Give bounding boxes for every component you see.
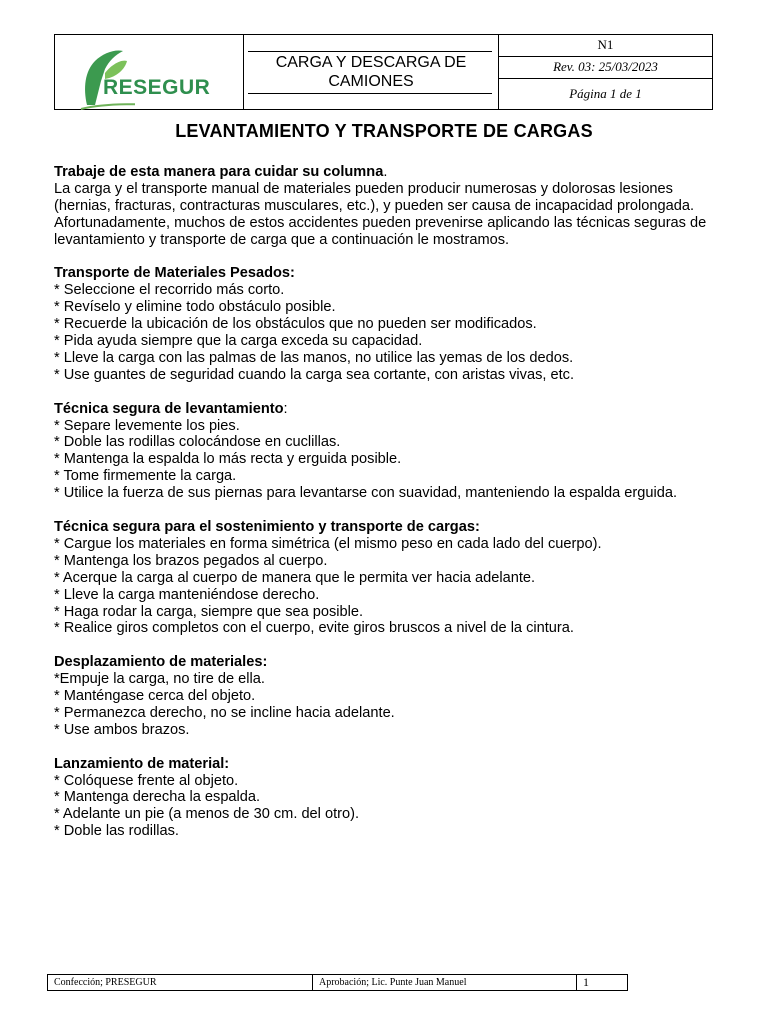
document-body	[54, 164, 726, 840]
header-meta-cell	[499, 35, 712, 109]
logo-cell	[55, 35, 244, 109]
document-code: N1	[499, 35, 712, 57]
page-indicator: Página 1 de 1	[569, 85, 642, 101]
list-item: * Pida ayuda siempre que la carga exceda su capacidad.	[54, 333, 423, 350]
list-item: * Lleve la carga con las palmas de las manos, no utilice las yemas de los dedos.	[54, 349, 574, 366]
list-item: * Manténgase cerca del objeto.	[54, 688, 256, 705]
list-item: * Acerque la carga al cuerpo de manera que le permita ver hacia adelante.	[54, 569, 536, 586]
list-item: * Doble las rodillas.	[54, 823, 179, 840]
footer-approved-by: Aprobación; Lic. Punte Juan Manuel	[313, 975, 577, 990]
list-item: * Colóquese frente al objeto.	[54, 772, 239, 789]
section-heading: Lanzamiento de material:	[54, 755, 230, 772]
revision-date: Rev. 03: 25/03/2023	[499, 57, 712, 79]
list-item: * Mantenga los brazos pegados al cuerpo.	[54, 552, 328, 569]
list-item: * Realice giros completos con el cuerpo, evite giros bruscos a nivel de la cintura.	[54, 620, 574, 637]
title-rule-top	[248, 51, 492, 52]
footer-made-by: Confección; PRESEGUR	[48, 975, 313, 990]
list-item: * Haga rodar la carga, siempre que sea posible.	[54, 603, 364, 620]
section-heading: Técnica segura para el sostenimiento y transporte de cargas:	[54, 518, 480, 535]
intro-paragraph: La carga y el transporte manual de materiales pueden producir numerosas y dolorosas lesiones (hernias, fracturas, contracturas musculares, etc.), y pueden ser causa de incapacidad prolongada.	[54, 180, 695, 214]
list-item: * Adelante un pie (a menos de 30 cm. del otro).	[54, 806, 360, 823]
header-title: CARGA Y DESCARGA DE CAMIONES	[275, 54, 467, 90]
intro-heading: Trabaje de esta manera para cuidar su columna.	[54, 164, 388, 180]
section-moving-materials	[54, 654, 726, 739]
list-item: * Permanezca derecho, no se incline hacia adelante.	[54, 704, 395, 721]
list-item: * Use ambos brazos.	[54, 721, 190, 738]
list-item: * Lleve la carga manteniéndose derecho.	[54, 586, 320, 603]
list-item: * Revíselo y elimine todo obstáculo posible.	[54, 299, 336, 316]
brand-wordmark: RESEGUR	[103, 76, 211, 99]
section-heading: Técnica segura de levantamiento:	[54, 400, 288, 417]
list-item: * Cargue los materiales en forma simétrica (el mismo peso en cada lado del cuerpo).	[54, 535, 602, 552]
title-rule-bottom	[248, 93, 492, 94]
list-item: * Tome firmemente la carga.	[54, 468, 237, 485]
list-item: * Separe levemente los pies.	[54, 417, 240, 434]
list-item: * Recuerde la ubicación de los obstáculos que no pueden ser modificados.	[54, 316, 537, 333]
section-heading: Transporte de Materiales Pesados:	[54, 265, 295, 282]
section-heading: Desplazamiento de materiales:	[54, 654, 268, 671]
document-header	[54, 34, 713, 110]
list-item: * Mantenga derecha la espalda.	[54, 789, 261, 806]
list-item: * Mantenga la espalda lo más recta y erguida posible.	[54, 451, 402, 468]
list-item: *Empuje la carga, no tire de ella.	[54, 671, 265, 688]
section-heavy-transport	[54, 265, 726, 383]
section-throwing-material	[54, 756, 726, 841]
intro-paragraph: Afortunadamente, muchos de estos accidentes pueden prevenirse aplicando las técnicas seguras de levantamiento y transporte de carga que a continuación le mostramos.	[54, 214, 707, 248]
footer-page-number: 1	[583, 975, 589, 989]
section-lifting-technique	[54, 401, 726, 502]
list-item: * Seleccione el recorrido más corto.	[54, 282, 285, 299]
list-item: * Utilice la fuerza de sus piernas para levantarse con suavidad, manteniendo la espalda erguida.	[54, 485, 678, 502]
document-footer	[47, 974, 628, 991]
list-item: * Doble las rodillas colocándose en cuclillas.	[54, 434, 341, 451]
document-title: LEVANTAMIENTO Y TRANSPORTE DE CARGAS	[175, 121, 593, 141]
section-holding-technique	[54, 519, 726, 637]
header-title-cell	[244, 35, 499, 109]
list-item: * Use guantes de seguridad cuando la carga sea cortante, con aristas vivas, etc.	[54, 366, 575, 383]
